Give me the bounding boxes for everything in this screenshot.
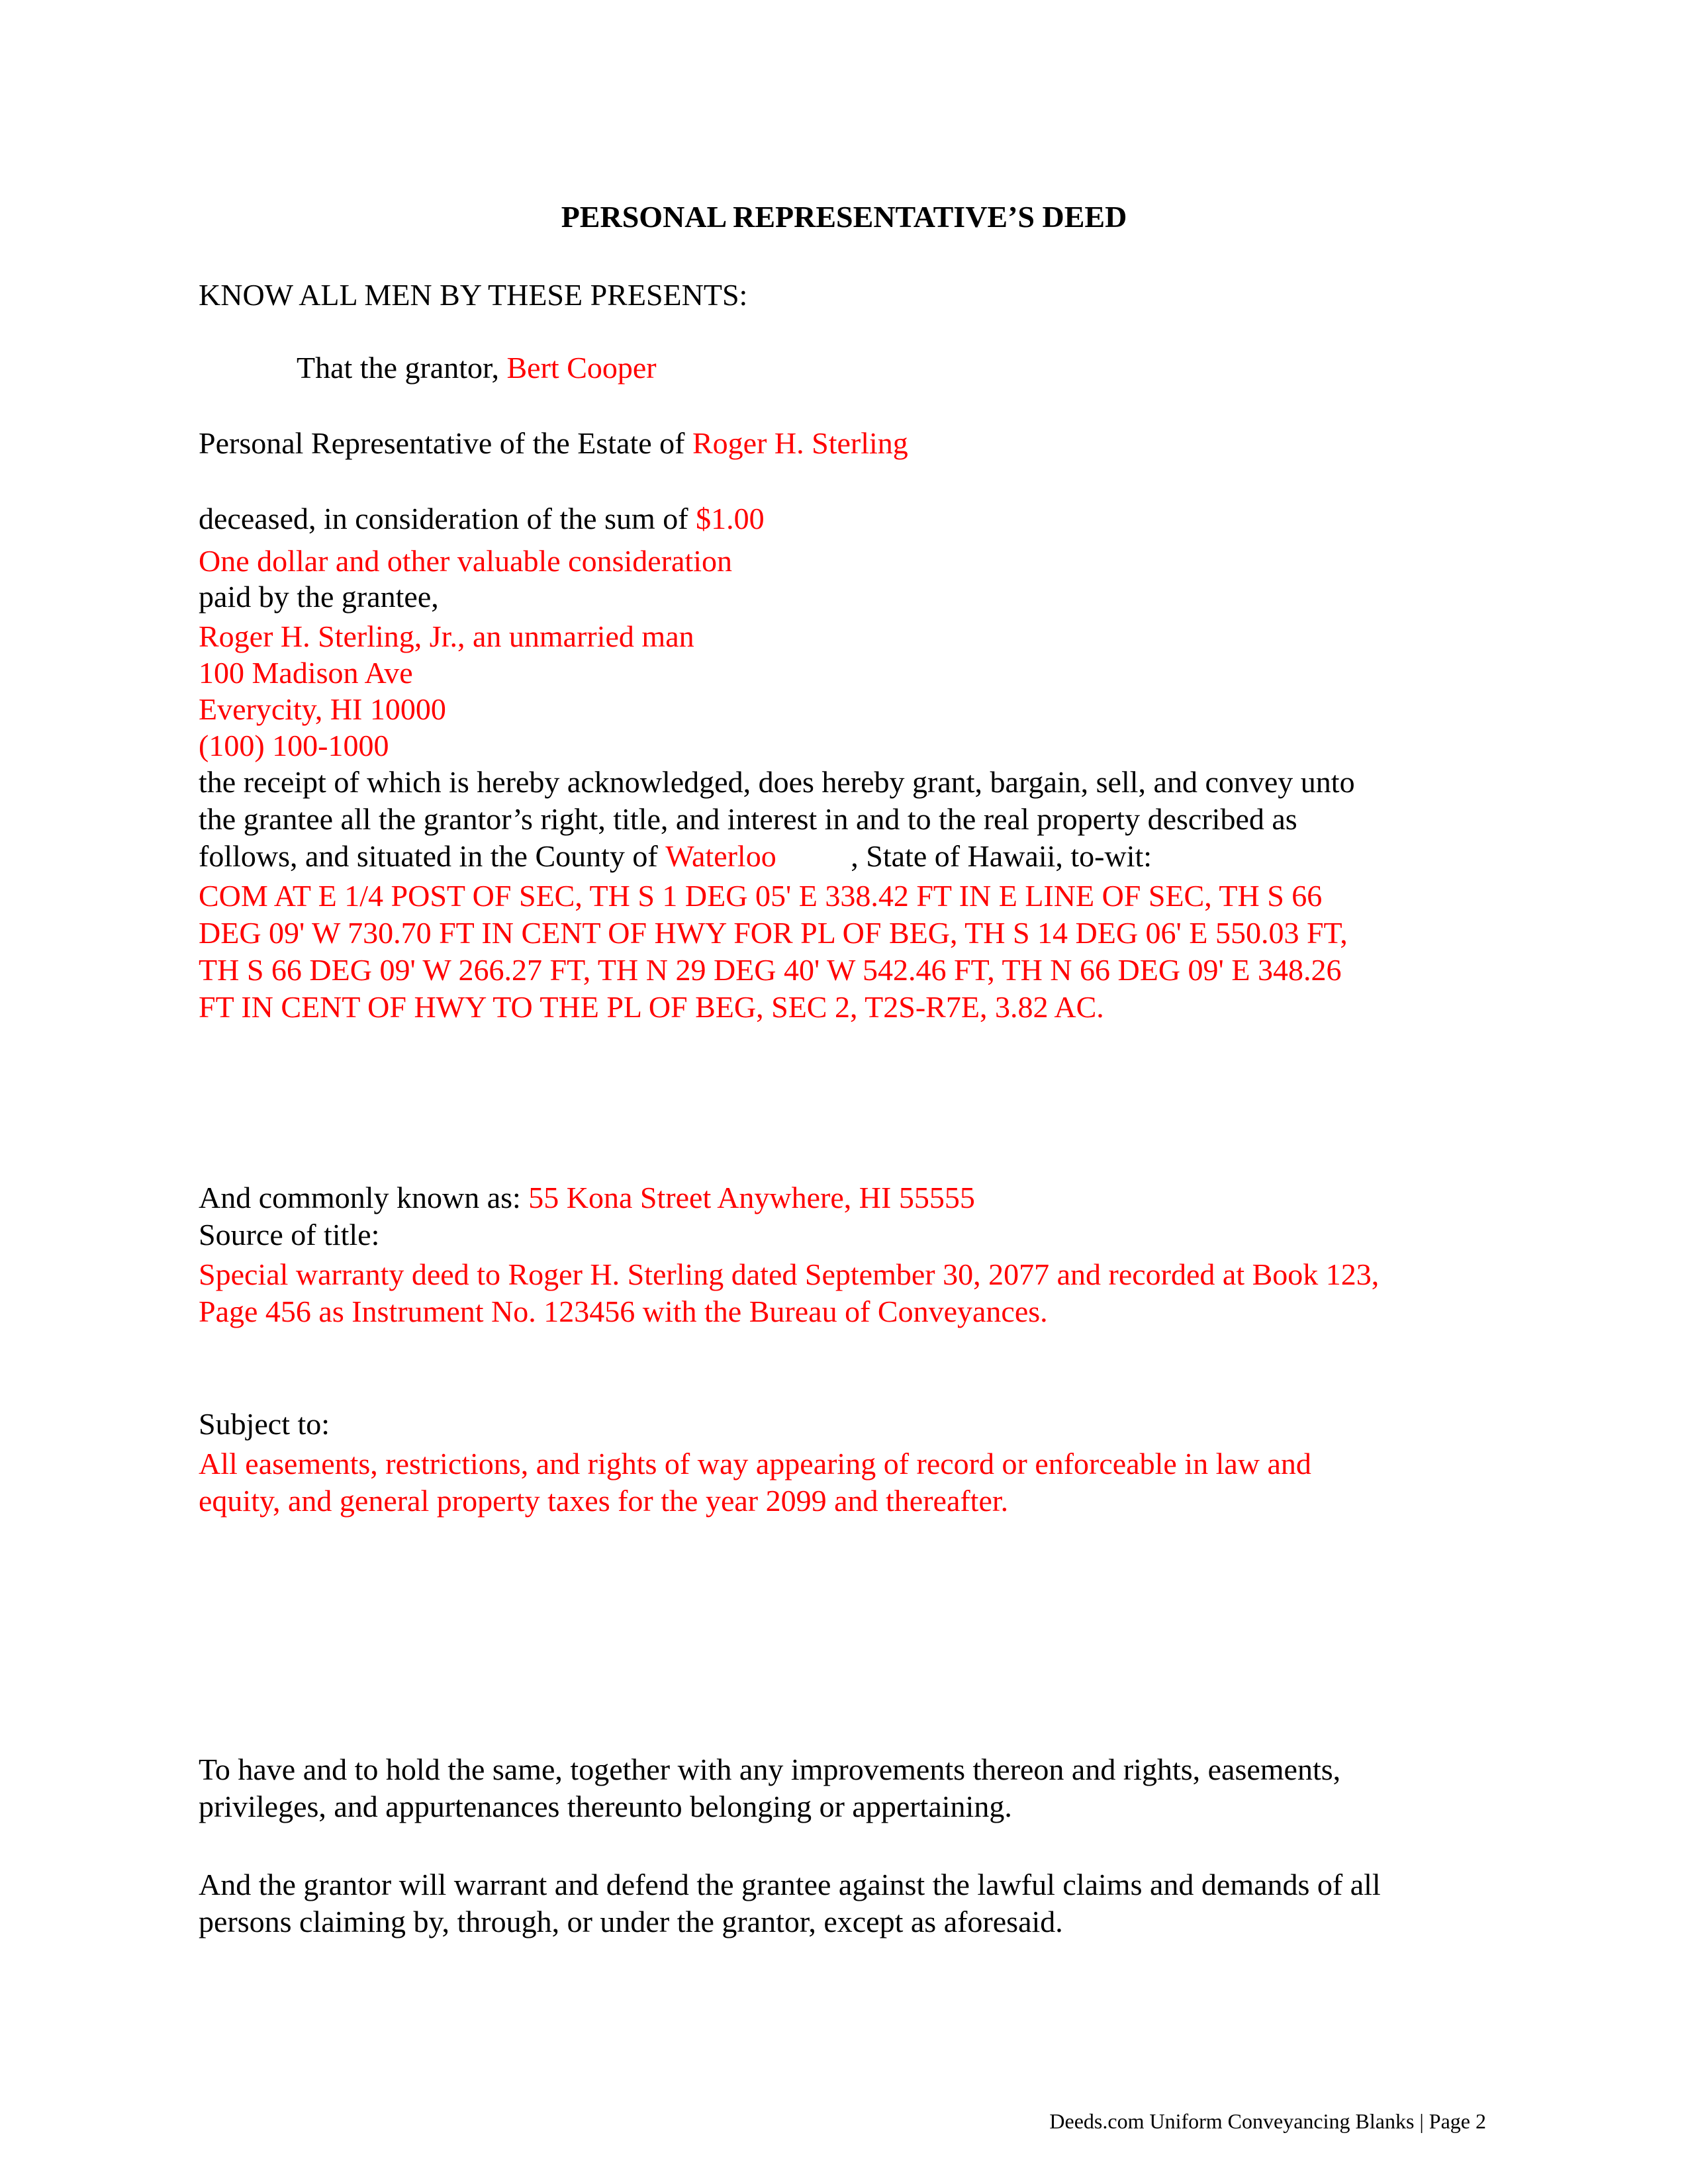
grant-text-line-1: the receipt of which is hereby acknowledged, does hereby grant, bargain, sell, and convey unto: [199, 765, 1355, 799]
source-line-2: Page 456 as Instrument No. 123456 with the Bureau of Conveyances.: [199, 1295, 1048, 1328]
county-field: Waterloo: [665, 839, 776, 873]
source-label: Source of title:: [199, 1218, 380, 1251]
county-suffix: , State of Hawaii, to-wit:: [851, 839, 1152, 873]
subject-line-2: equity, and general property taxes for the year 2099 and thereafter.: [199, 1484, 1009, 1518]
grantor-line: [297, 349, 657, 387]
legal-description-line-1: COM AT E 1/4 POST OF SEC, TH S 1 DEG 05' E 338.42 FT IN E LINE OF SEC, TH S 66: [199, 879, 1323, 913]
grant-text-line-3: [199, 838, 1152, 875]
grantee-phone-field: (100) 100-1000: [199, 729, 389, 762]
grantee-name-field: Roger H. Sterling, Jr., an unmarried man: [199, 619, 694, 653]
consideration-line: [199, 500, 765, 537]
consideration-amount-field: $1.00: [696, 502, 765, 535]
estate-label: Personal Representative of the Estate of: [199, 426, 685, 460]
source-line-1: Special warranty deed to Roger H. Sterling dated September 30, 2077 and recorded at Book 123,: [199, 1257, 1380, 1291]
grantee-city-field: Everycity, HI 10000: [199, 692, 446, 726]
page-title: PERSONAL REPRESENTATIVE’S DEED: [561, 200, 1127, 234]
estate-name-field: Roger H. Sterling: [692, 426, 908, 460]
legal-description-line-4: FT IN CENT OF HWY TO THE PL OF BEG, SEC 2, T2S-R7E, 3.82 AC.: [199, 990, 1104, 1024]
commonly-known-field: 55 Kona Street Anywhere, HI 55555: [528, 1181, 975, 1214]
subject-line-1: All easements, restrictions, and rights of way appearing of record or enforceable in law and: [199, 1447, 1311, 1480]
estate-line: [199, 425, 908, 462]
habendum-line-2: privileges, and appurtenances thereunto belonging or appertaining.: [199, 1790, 1012, 1823]
intro-line: KNOW ALL MEN BY THESE PRESENTS:: [199, 278, 748, 312]
county-prefix: follows, and situated in the County of: [199, 839, 658, 873]
legal-description-line-2: DEG 09' W 730.70 FT IN CENT OF HWY FOR PL OF BEG, TH S 14 DEG 06' E 550.03 FT,: [199, 916, 1348, 950]
grantor-label: That the grantor,: [297, 351, 499, 385]
warranty-line-1: And the grantor will warrant and defend the grantee against the lawful claims and demands of all: [199, 1868, 1381, 1901]
commonly-known-line: [199, 1179, 975, 1216]
habendum-line-1: To have and to hold the same, together with any improvements thereon and rights, easements,: [199, 1752, 1341, 1786]
consideration-text-field: One dollar and other valuable consideration: [199, 544, 732, 578]
consideration-label: deceased, in consideration of the sum of: [199, 502, 688, 535]
legal-description-line-3: TH S 66 DEG 09' W 266.27 FT, TH N 29 DEG 40' W 542.46 FT, TH N 66 DEG 09' E 348.26: [199, 953, 1342, 987]
grantee-street-field: 100 Madison Ave: [199, 656, 413, 690]
warranty-line-2: persons claiming by, through, or under the grantor, except as aforesaid.: [199, 1905, 1063, 1938]
subject-label: Subject to:: [199, 1407, 330, 1441]
grantor-name-field: Bert Cooper: [506, 351, 657, 385]
commonly-known-label: And commonly known as:: [199, 1181, 521, 1214]
grant-text-line-2: the grantee all the grantor’s right, title, and interest in and to the real property described as: [199, 802, 1297, 836]
paid-by-line: paid by the grantee,: [199, 580, 439, 614]
page-footer: Deeds.com Uniform Conveyancing Blanks | Page 2: [1049, 2109, 1486, 2133]
